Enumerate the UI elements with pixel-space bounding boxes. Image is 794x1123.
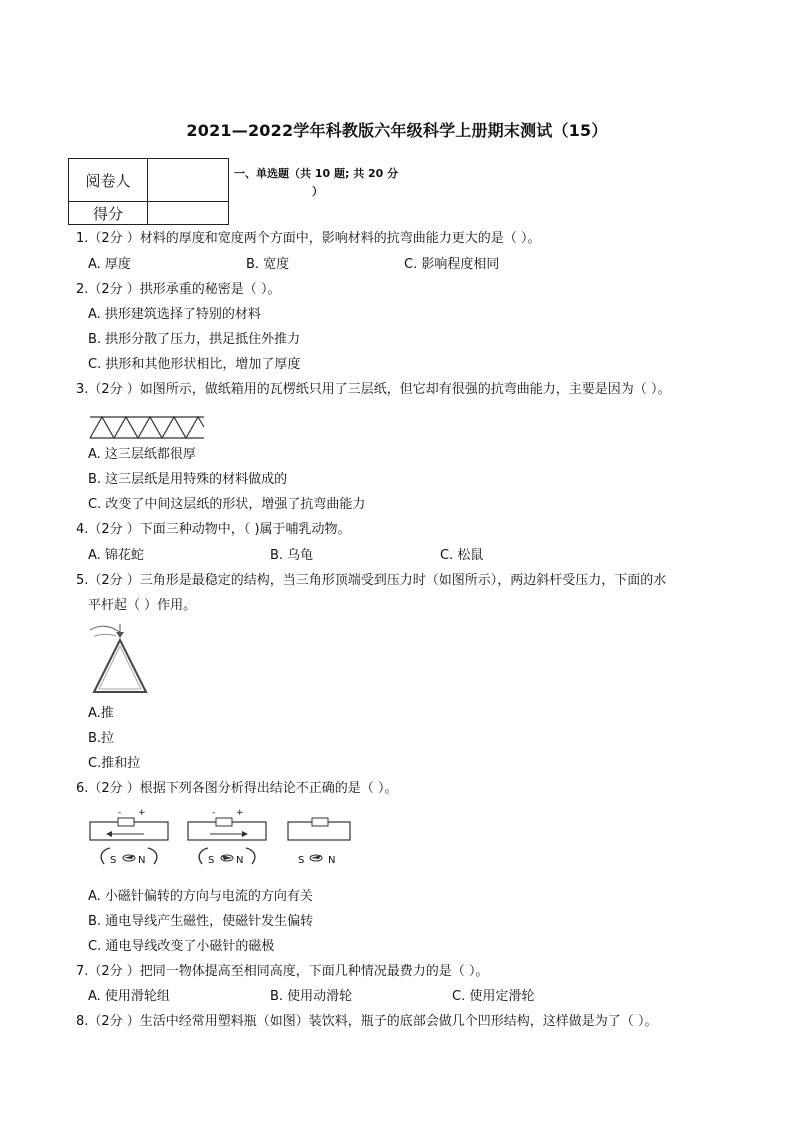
question-7-option-b: B. 使用动滑轮 — [270, 989, 353, 1004]
triangle-structure-figure — [86, 620, 156, 698]
question-1-stem: 1.（2分 ）材料的厚度和宽度两个方面中，影响材料的抗弯曲能力更大的是（ ）。 — [76, 231, 541, 246]
circuit-2-south: S — [208, 855, 215, 866]
circuit-2-plus: + — [236, 808, 244, 818]
circuit-1-plus: + — [138, 808, 146, 818]
circuit-1-north: N — [138, 855, 146, 866]
question-7-stem: 7.（2分 ）把同一物体提高至相同高度，下面几种情况最费力的是（ ）。 — [76, 964, 489, 979]
question-7-option-c: C. 使用定滑轮 — [452, 989, 535, 1004]
question-1-option-a: A. 厚度 — [88, 257, 131, 272]
section-heading: 一、单选题（共 10 题; 共 20 分 — [234, 167, 399, 180]
circuit-2-minus: - — [212, 808, 216, 818]
circuit-2-north: N — [236, 855, 244, 866]
corrugated-paper-figure — [88, 414, 206, 442]
circuit-figure-3 — [286, 808, 352, 872]
question-3-option-a: A. 这三层纸都很厚 — [88, 447, 196, 462]
question-3-option-b: B. 这三层纸是用特殊的材料做成的 — [88, 472, 288, 487]
question-6-option-c: C. 通电导线改变了小磁针的磁极 — [88, 939, 275, 954]
question-4-option-a: A. 锦花蛇 — [88, 548, 144, 563]
question-1-option-b: B. 宽度 — [246, 257, 290, 272]
question-2-option-a: A. 拱形建筑选择了特别的材料 — [88, 307, 261, 322]
question-6-option-b: B. 通电导线产生磁性，使磁针发生偏转 — [88, 914, 314, 929]
question-5-option-c: C.推和拉 — [88, 756, 141, 771]
question-2-option-c: C. 拱形和其他形状相比，增加了厚度 — [88, 357, 301, 372]
score-label: 得分 — [69, 202, 148, 225]
question-4-option-b: B. 乌龟 — [270, 548, 314, 563]
circuit-3-north: N — [328, 855, 336, 866]
question-3-stem: 3.（2分 ）如图所示，做纸箱用的瓦楞纸只用了三层纸，但它却有很强的抗弯曲能力，主要是因为（ ）。 — [76, 382, 671, 397]
question-8-stem: 8.（2分 ）生活中经常用塑料瓶（如图）装饮料，瓶子的底部会做几个凹形结构，这样做是为了（ ）。 — [76, 1014, 658, 1029]
score-value — [148, 202, 229, 225]
question-5-option-b: B.拉 — [88, 731, 115, 746]
score-table — [68, 158, 229, 225]
circuit-1-south: S — [110, 855, 117, 866]
question-1-option-c: C. 影响程度相同 — [404, 257, 500, 272]
section-heading-close: ） — [312, 185, 323, 198]
question-6-option-a: A. 小磁针偏转的方向与电流的方向有关 — [88, 889, 313, 904]
question-3-option-c: C. 改变了中间这层纸的形状，增强了抗弯曲能力 — [88, 497, 366, 512]
question-7-option-a: A. 使用滑轮组 — [88, 989, 170, 1004]
reviewer-label: 阅卷人 — [69, 159, 148, 202]
question-5-option-a: A.推 — [88, 706, 114, 721]
question-5-stem: 5.（2分 ）三角形是最稳定的结构，当三角形顶端受到压力时（如图所示），两边斜杆受压力，下面的水 — [76, 573, 667, 588]
question-4-stem: 4.（2分 ）下面三种动物中，（ )属于哺乳动物。 — [76, 522, 351, 537]
question-5-stem-continued: 平杆起（ ）作用。 — [88, 598, 197, 613]
circuit-figure-2 — [186, 808, 268, 872]
reviewer-value — [148, 159, 229, 202]
circuit-3-south: S — [298, 855, 305, 866]
page-title: 2021—2022学年科教版六年级科学上册期末测试（15） — [186, 121, 608, 140]
circuit-1-minus: - — [118, 808, 122, 818]
circuit-figure-1 — [88, 808, 170, 872]
question-2-option-b: B. 拱形分散了压力，拱足抵住外推力 — [88, 332, 301, 347]
question-6-stem: 6.（2分 ）根据下列各图分析得出结论不正确的是（ ）。 — [76, 781, 398, 796]
question-2-stem: 2.（2分 ）拱形承重的秘密是（ ）。 — [76, 282, 281, 297]
question-4-option-c: C. 松鼠 — [440, 548, 484, 563]
